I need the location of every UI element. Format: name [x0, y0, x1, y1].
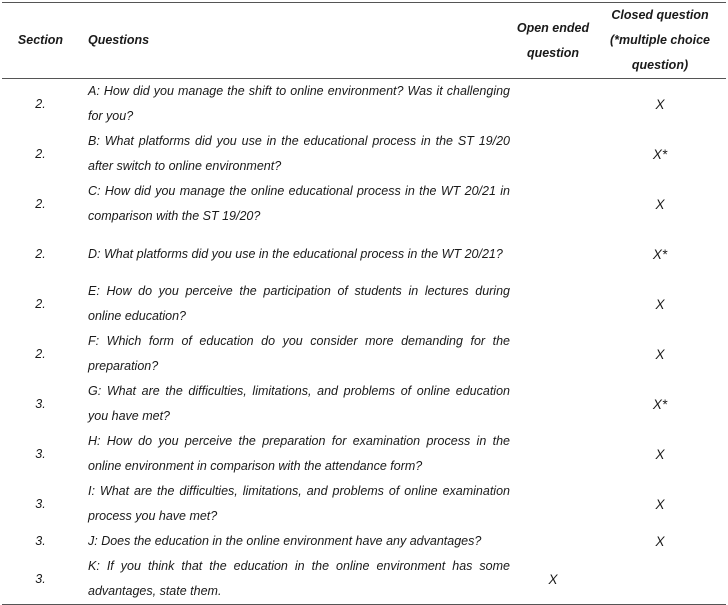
row-question: H: How do you perceive the preparation for examination process in the online environment in comparison with the attendance form? [88, 434, 510, 473]
row-open-mark [512, 329, 594, 379]
row-open-mark [512, 479, 594, 529]
row-section: 2. [35, 296, 46, 311]
row-section: 2. [35, 96, 46, 111]
header-open-ended: Open ended question [516, 20, 590, 60]
row-open-mark [512, 129, 594, 179]
row-closed-mark: X* [652, 246, 668, 262]
table-body [2, 79, 726, 605]
header-closed: Closed question (*multiple choice question) [609, 8, 711, 72]
header-questions: Questions [88, 33, 150, 47]
row-open-mark [512, 279, 594, 329]
row-closed-mark: X [655, 534, 665, 549]
row-open-mark [512, 379, 594, 429]
row-question: C: How did you manage the online educational process in the WT 20/21 in comparison with the ST 19/20? [88, 184, 510, 223]
table-row [2, 279, 726, 329]
table-row [2, 129, 726, 179]
row-closed-mark [594, 554, 726, 605]
row-question: F: Which form of education do you consider more demanding for the preparation? [88, 334, 510, 373]
table-row [2, 329, 726, 379]
row-closed-mark: X* [652, 146, 668, 162]
table-row [2, 179, 726, 229]
row-open-mark: X [548, 571, 558, 587]
row-section: 3. [35, 396, 46, 411]
row-section: 2. [35, 196, 46, 211]
row-question: K: If you think that the education in the online environment has some advantages, state them. [88, 559, 510, 598]
row-open-mark [512, 79, 594, 130]
table-row [2, 429, 726, 479]
row-question: B: What platforms did you use in the educational process in the ST 19/20 after switch to online environment? [88, 134, 510, 173]
row-open-mark [512, 179, 594, 229]
row-question: D: What platforms did you use in the educational process in the WT 20/21? [88, 246, 503, 261]
row-question: I: What are the difficulties, limitations, and problems of online examination process you have met? [88, 484, 510, 523]
row-section: 2. [35, 346, 46, 361]
row-question: A: How did you manage the shift to online environment? Was it challenging for you? [88, 84, 510, 123]
row-closed-mark: X [655, 496, 665, 512]
row-section: 3. [35, 496, 46, 511]
row-open-mark [512, 529, 594, 554]
row-closed-mark: X* [652, 396, 668, 412]
row-open-mark [512, 229, 594, 279]
table-row [2, 479, 726, 529]
header-row [2, 3, 726, 79]
table-row [2, 79, 726, 130]
row-section: 3. [35, 571, 46, 586]
row-closed-mark: X [655, 296, 665, 312]
table-row [2, 379, 726, 429]
row-question: G: What are the difficulties, limitations, and problems of online education you have met? [88, 384, 510, 423]
row-section: 3. [35, 446, 46, 461]
row-closed-mark: X [655, 446, 665, 462]
row-section: 2. [35, 146, 46, 161]
table-row [2, 229, 726, 279]
row-closed-mark: X [655, 196, 665, 212]
row-question: E: How do you perceive the participation of students in lectures during online education? [88, 284, 510, 323]
row-section: 2. [35, 246, 46, 261]
row-section: 3. [35, 534, 46, 548]
row-closed-mark: X [655, 346, 665, 362]
row-open-mark [512, 429, 594, 479]
header-section: Section [17, 33, 64, 47]
row-question: J: Does the education in the online environment have any advantages? [88, 534, 482, 548]
table-row [2, 529, 726, 554]
table-header [2, 3, 726, 79]
row-closed-mark: X [655, 96, 665, 112]
table-row [2, 554, 726, 605]
survey-questions-table [2, 2, 726, 605]
